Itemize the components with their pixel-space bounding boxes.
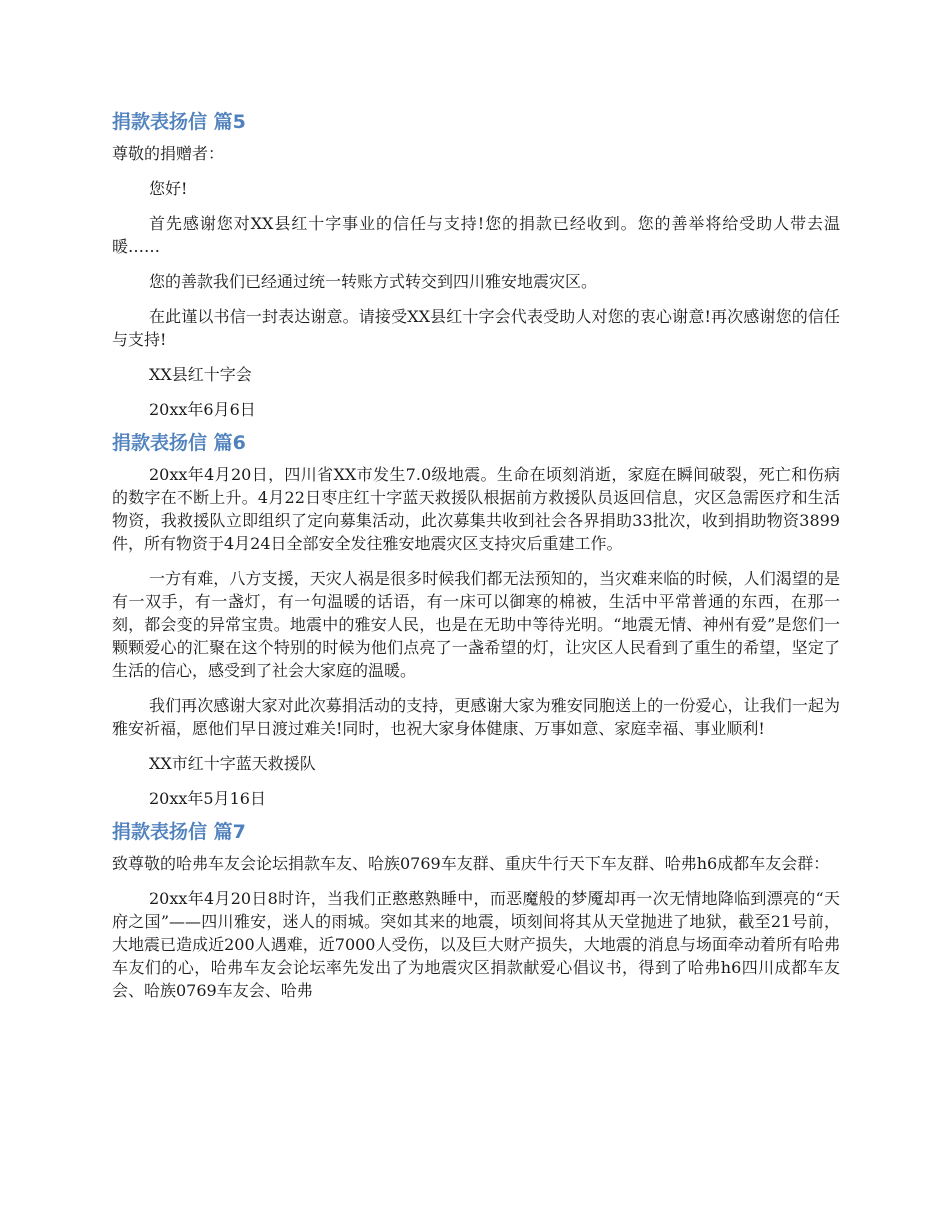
section-heading: 捐款表扬信 篇7 [112, 821, 246, 843]
body-paragraph: 20xx年4月20日8时许，当我们正憨憨熟睡中，而恶魔般的梦魇却再一次无情地降临到漂亮的“天府之国”——四川雅安，迷人的雨城。突如其来的地震，顷刻间将其从天堂抛进了地狱，截至21号前，大地震已造成近200人遇难，近7000人受伤，以及巨大财产损失，大地震的消息与场面牵动着所有哈弗车友们的心，哈弗车友会论坛率先发出了为地震灾区捐款献爱心倡议书，得到了哈弗h6四川成都车友会、哈族0769车友会、哈弗 [112, 889, 840, 1000]
salutation: 尊敬的捐赠者： [112, 144, 225, 163]
signature-date: 20xx年5月16日 [149, 789, 266, 808]
body-paragraph: 我们再次感谢大家对此次募捐活动的支持，更感谢大家为雅安同胞送上的一份爱心，让我们一起为雅安祈福，愿他们早日渡过难关!同时，也祝大家身体健康、万事如意、家庭幸福、事业顺利! [112, 696, 840, 738]
body-paragraph: 您的善款我们已经通过统一转账方式转交到四川雅安地震灾区。 [149, 272, 598, 291]
signature-org: XX市红十字蓝天救援队 [149, 754, 316, 773]
section-heading: 捐款表扬信 篇5 [112, 111, 246, 133]
signature-date: 20xx年6月6日 [149, 400, 256, 419]
document-page [112, 108, 840, 1014]
section-letter-7 [112, 818, 840, 1002]
section-letter-6 [112, 429, 840, 810]
body-paragraph: 在此谨以书信一封表达谢意。请接受XX县红十字会代表受助人对您的衷心谢意!再次感谢您的信任与支持! [112, 307, 840, 349]
salutation: 致尊敬的哈弗车友会论坛捐款车友、哈族0769车友群、重庆牛行天下车友群、哈弗h6成都车友会群： [112, 854, 830, 873]
body-paragraph: 首先感谢您对XX县红十字事业的信任与支持!您的捐款已经收到。您的善举将给受助人带去温暖…… [112, 214, 840, 256]
body-paragraph: 一方有难，八方支援，天灾人祸是很多时候我们都无法预知的，当灾难来临的时候，人们渴望的是有一双手，有一盏灯，有一句温暖的话语，有一床可以御寒的棉被，生活中平常普通的东西，在那一刻，都会变的异常宝贵。地震中的雅安人民，也是在无助中等待光明。“地震无情、神州有爱”是您们一颗颗爱心的汇聚在这个特别的时候为他们点亮了一盏希望的灯，让灾区人民看到了重生的希望，坚定了生活的信心，感受到了社会大家庭的温暖。 [112, 569, 840, 680]
greeting: 您好! [149, 179, 188, 198]
signature-org: XX县红十字会 [149, 365, 252, 384]
section-heading: 捐款表扬信 篇6 [112, 432, 246, 454]
section-letter-5 [112, 108, 840, 421]
body-paragraph: 20xx年4月20日，四川省XX市发生7.0级地震。生命在顷刻消逝，家庭在瞬间破裂，死亡和伤病的数字在不断上升。4月22日枣庄红十字蓝天救援队根据前方救援队员返回信息，灾区急需医疗和生活物资，我救援队立即组织了定向募集活动，此次募集共收到社会各界捐助33批次，收到捐助物资3899件，所有物资于4月24日全部安全发往雅安地震灾区支持灾后重建工作。 [112, 465, 840, 553]
